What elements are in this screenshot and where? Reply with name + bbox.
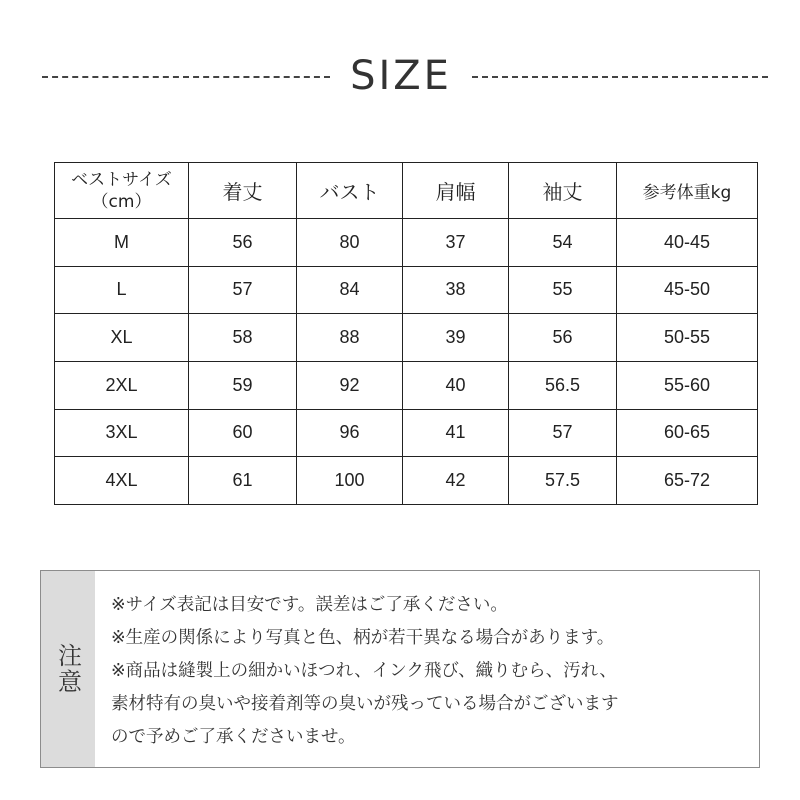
notes-body [111, 589, 751, 754]
title-dash-right [472, 76, 768, 78]
cell-weight: 40-45 [617, 219, 758, 267]
cell-length: 61 [189, 457, 297, 505]
table-row [55, 409, 758, 457]
cell-shoulder: 39 [403, 314, 509, 362]
cell-length: 56 [189, 219, 297, 267]
cell-size: M [55, 219, 189, 267]
cell-length: 60 [189, 409, 297, 457]
size-table [54, 162, 758, 505]
header-weight: 参考体重kg [617, 163, 758, 219]
cell-bust: 84 [297, 266, 403, 314]
notes-box [40, 570, 760, 768]
title-row [0, 52, 800, 102]
cell-size: 2XL [55, 361, 189, 409]
header-sleeve: 袖丈 [509, 163, 617, 219]
cell-bust: 92 [297, 361, 403, 409]
table-row [55, 266, 758, 314]
header-size-label-line1: ベストサイズ [71, 169, 172, 190]
note-line: ので予めご了承くださいませ。 [111, 727, 356, 747]
cell-size: L [55, 266, 189, 314]
table-row [55, 361, 758, 409]
cell-sleeve: 54 [509, 219, 617, 267]
cell-shoulder: 40 [403, 361, 509, 409]
cell-weight: 50-55 [617, 314, 758, 362]
table-row [55, 314, 758, 362]
table-row [55, 457, 758, 505]
page-title: SIZE [350, 53, 452, 99]
cell-size: 3XL [55, 409, 189, 457]
header-bust: バスト [297, 163, 403, 219]
cell-length: 58 [189, 314, 297, 362]
cell-bust: 88 [297, 314, 403, 362]
cell-sleeve: 57 [509, 409, 617, 457]
header-shoulder: 肩幅 [403, 163, 509, 219]
cell-shoulder: 38 [403, 266, 509, 314]
title-dash-left [42, 76, 330, 78]
cell-shoulder: 42 [403, 457, 509, 505]
note-line: ※サイズ表記は目安です。誤差はご了承ください。 [111, 595, 508, 615]
table-header-row [55, 163, 758, 219]
note-line: ※生産の関係により写真と色、柄が若干異なる場合があります。 [111, 628, 615, 648]
cell-weight: 60-65 [617, 409, 758, 457]
cell-sleeve: 57.5 [509, 457, 617, 505]
cell-bust: 80 [297, 219, 403, 267]
cell-sleeve: 55 [509, 266, 617, 314]
cell-length: 59 [189, 361, 297, 409]
note-line: 素材特有の臭いや接着剤等の臭いが残っている場合がございます [111, 694, 619, 714]
notes-label: 注意 [53, 643, 82, 695]
header-size-label [55, 163, 189, 219]
cell-shoulder: 41 [403, 409, 509, 457]
cell-size: XL [55, 314, 189, 362]
header-length: 着丈 [189, 163, 297, 219]
cell-weight: 65-72 [617, 457, 758, 505]
cell-length: 57 [189, 266, 297, 314]
cell-sleeve: 56 [509, 314, 617, 362]
cell-weight: 55-60 [617, 361, 758, 409]
cell-shoulder: 37 [403, 219, 509, 267]
cell-size: 4XL [55, 457, 189, 505]
cell-bust: 96 [297, 409, 403, 457]
table-row [55, 219, 758, 267]
cell-bust: 100 [297, 457, 403, 505]
header-size-label-line2: （cm） [91, 191, 152, 212]
cell-sleeve: 56.5 [509, 361, 617, 409]
cell-weight: 45-50 [617, 266, 758, 314]
notes-label-panel [41, 571, 95, 767]
note-line: ※商品は縫製上の細かいほつれ、インク飛び、織りむら、汚れ、 [111, 661, 617, 681]
